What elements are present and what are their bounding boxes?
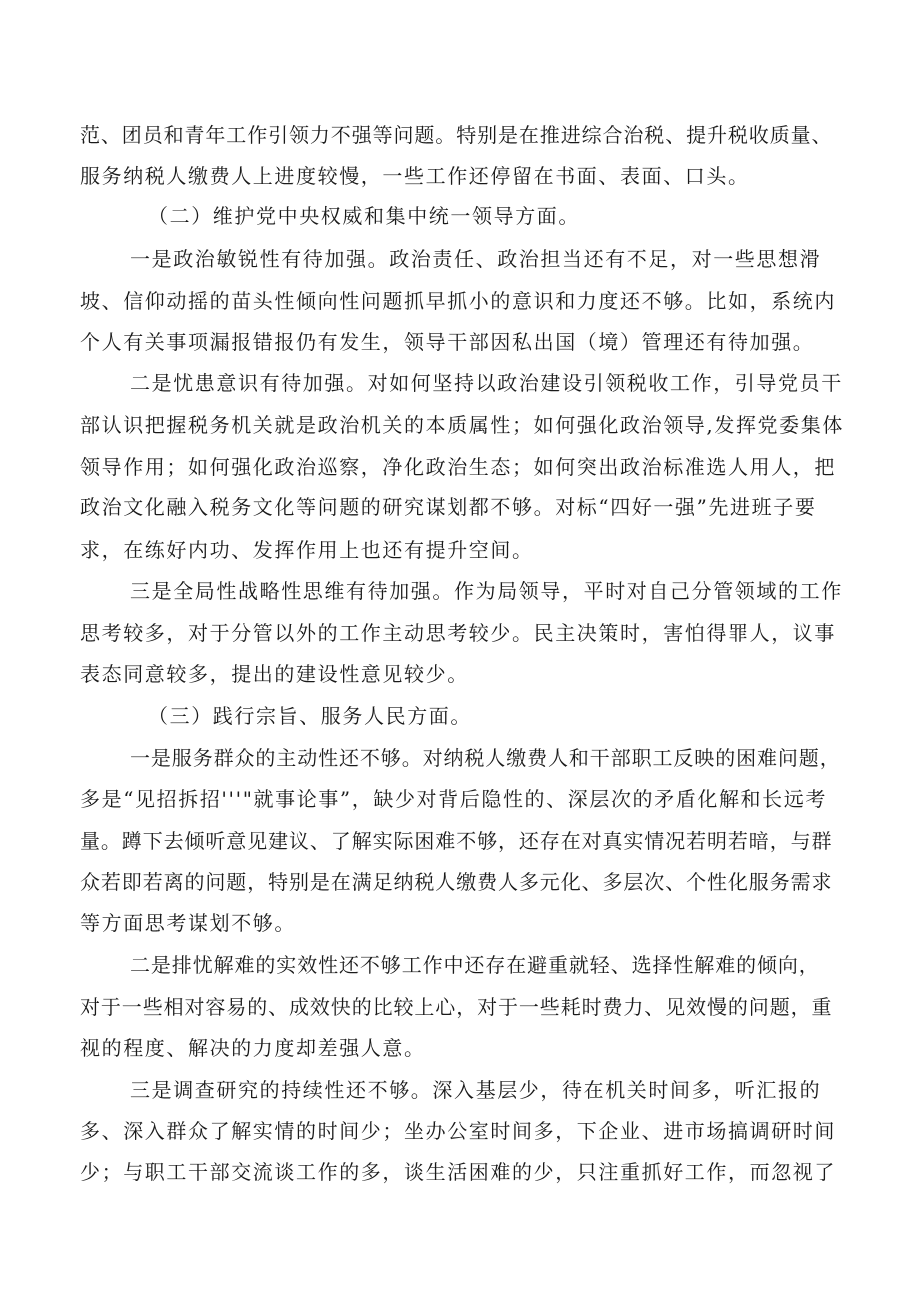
- text-line: 部认识把握税务机关就是政治机关的本质属性；如何强化政治领导,发挥党委集体: [80, 413, 844, 437]
- text-line: 服务纳税人缴费人上进度较慢，一些工作还停留在书面、表面、口头。: [80, 164, 750, 188]
- paragraph-lead: 一是服务群众的主动性还不够。对纳税人缴费人和干部职工反映的困难问题，: [130, 746, 841, 770]
- text-line: 少；与职工干部交流谈工作的多，谈生活困难的少，只注重抓好工作，而忽视了: [80, 1160, 836, 1184]
- text-line: 政治文化融入税务文化等问题的研究谋划都不够。对标“四好一强”先进班子要: [80, 495, 817, 519]
- text-line: 量。蹲下去倾听意见建议、了解实际困难不够，还存在对真实情况若明若暗，与群: [80, 829, 833, 853]
- text-line: 多、深入群众了解实情的时间少；坐办公室时间多，下企业、进市场搞调研时间: [80, 1119, 836, 1143]
- text-line: 表态同意较多，提出的建设性意见较少。: [80, 662, 469, 686]
- text-line: 多是“见招拆招'''"就事论事”，缺少对背后隐性的、深层次的矛盾化解和长远考: [80, 787, 827, 811]
- text-line: 个人有关事项漏报错报仍有发生，领导干部因私出国（境）管理还有待加强。: [80, 330, 815, 354]
- paragraph-lead: 三是调查研究的持续性还不够。深入基层少，待在机关时间多，听汇报的: [130, 1078, 822, 1102]
- text-line: 求，在练好内功、发挥作用上也还有提升空间。: [80, 538, 534, 562]
- section-heading: （二）维护党中央权威和集中统一领导方面。: [148, 204, 580, 228]
- text-line: 思考较多，对于分管以外的工作主动思考较少。民主决策时，害怕得罪人，议事: [80, 621, 836, 645]
- text-line: 范、团员和青年工作引领力不强等问题。特别是在推进综合治税、提升税收质量、: [80, 123, 833, 147]
- paragraph-lead: 一是政治敏锐性有待加强。政治责任、政治担当还有不足，对一些思想滑: [130, 247, 822, 271]
- text-line: 众若即若离的问题，特别是在满足纳税人缴费人多元化、多层次、个性化服务需求: [80, 870, 833, 894]
- text-line: 对于一些相对容易的、成效快的比较上心，对于一些耗时费力、见效慢的问题，重: [80, 995, 833, 1019]
- text-line: 坡、信仰动摇的苗头性倾向性问题抓早抓小的意识和力度还不够。比如，系统内: [80, 289, 836, 313]
- section-heading: （三）践行宗旨、服务人民方面。: [148, 704, 472, 728]
- text-line: 视的程度、解决的力度却差强人意。: [80, 1036, 426, 1060]
- paragraph-lead: 三是全局性战略性思维有待加强。作为局领导，平时对自己分管领域的工作: [130, 579, 843, 603]
- text-line: 领导作用；如何强化政治巡察，净化政治生态；如何突出政治标准选人用人，把: [80, 455, 836, 479]
- paragraph-lead: 二是忧患意识有待加强。对如何坚持以政治建设引领税收工作，引导党员干: [130, 371, 843, 395]
- paragraph-lead: 二是排忧解难的实效性还不够工作中还存在避重就轻、选择性解难的倾向，: [130, 953, 820, 977]
- text-line: 等方面思考谋划不够。: [80, 911, 296, 935]
